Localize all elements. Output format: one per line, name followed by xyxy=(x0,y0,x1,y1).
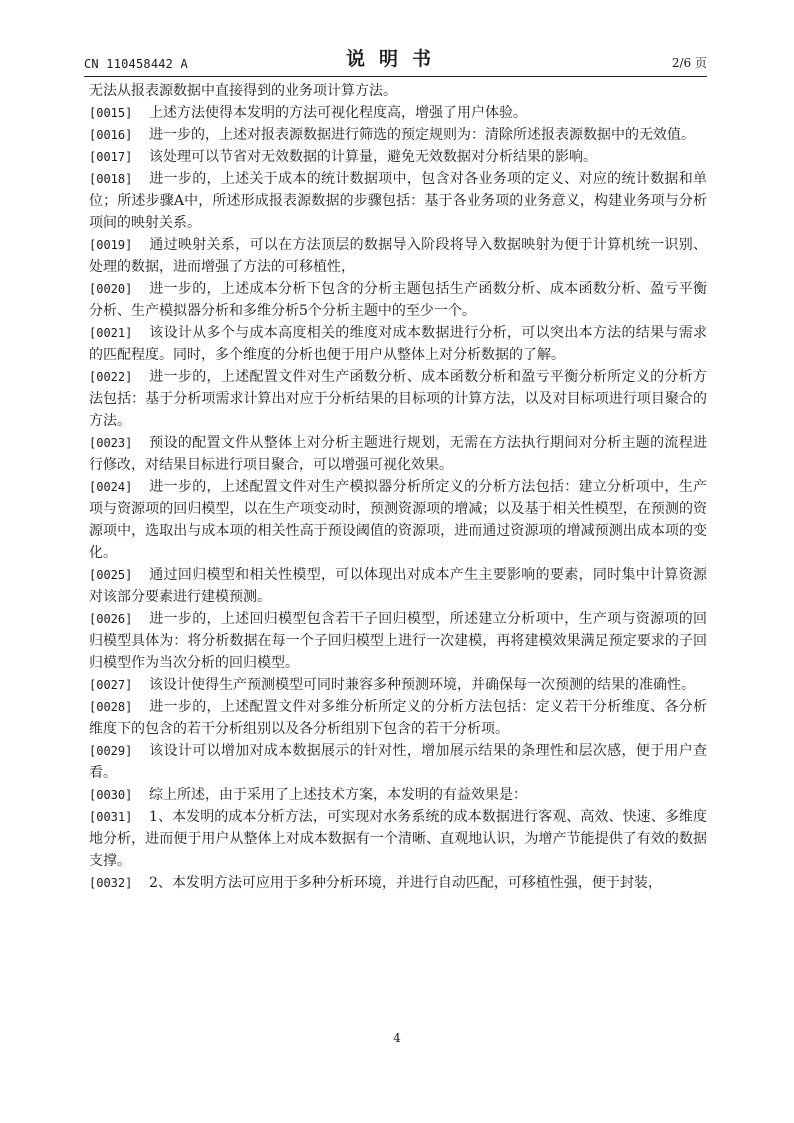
paragraph xyxy=(89,124,707,146)
paragraph-text: 进一步的，上述成本分析下包含的分析主题包括生产函数分析、成本函数分析、盈亏平衡分析、生产模拟器分析和多维分析5个分析主题中的至少一个。 xyxy=(89,281,707,319)
paragraph xyxy=(89,696,707,740)
paragraph-text: 上述方法使得本发明的方法可视化程度高，增强了用户体验。 xyxy=(149,105,527,121)
paragraph-number: [0015] xyxy=(89,106,133,120)
paragraph-text: 综上所述，由于采用了上述技术方案，本发明的有益效果是： xyxy=(149,787,527,803)
paragraph xyxy=(89,234,707,278)
paragraph-number: [0023] xyxy=(89,436,133,450)
page-count: 2/6 页 xyxy=(671,56,707,70)
paragraph-text: 1、本发明的成本分析方法，可实现对水务系统的成本数据进行客观、高效、快速、多维度地分析，进而便于用户从整体上对成本数据有一个清晰、直观地认识，为增产节能提供了有效的数据支撑。 xyxy=(89,809,707,869)
paragraph-number: [0028] xyxy=(89,700,133,714)
paragraph xyxy=(89,806,707,872)
paragraph-text: 无法从报表源数据中直接得到的业务项计算方法。 xyxy=(89,83,397,99)
paragraph-text: 该处理可以节省对无效数据的计算量，避免无效数据对分析结果的影响。 xyxy=(149,149,597,165)
paragraph xyxy=(89,366,707,432)
paragraph-number: [0021] xyxy=(89,326,133,340)
paragraph-text: 进一步的，上述对报表源数据进行筛选的预定规则为：清除所述报表源数据中的无效值。 xyxy=(149,127,695,143)
document-title: 说明书 xyxy=(345,48,445,70)
paragraph-text: 进一步的，上述回归模型包含若干子回归模型，所述建立分析项中，生产项与资源项的回归模型具体为：将分析数据在每一个子回归模型上进行一次建模，再将建模效果满足预定要求的子回归模型作为当次分析的回归模型。 xyxy=(89,611,707,671)
paragraph xyxy=(89,564,707,608)
paragraph xyxy=(89,80,707,102)
paragraph-number: [0024] xyxy=(89,480,133,494)
page-header xyxy=(84,42,707,77)
paragraph-text: 通过映射关系，可以在方法顶层的数据导入阶段将导入数据映射为便于计算机统一识别、处理的数据，进而增强了方法的可移植性， xyxy=(89,237,707,275)
paragraph xyxy=(89,168,707,234)
paragraph-number: [0031] xyxy=(89,810,133,824)
paragraph-number: [0018] xyxy=(89,172,133,186)
paragraph-text: 该设计从多个与成本高度相关的维度对成本数据进行分析，可以突出本方法的结果与需求的匹配程度。同时，多个维度的分析也便于用户从整体上对分析数据的了解。 xyxy=(89,325,707,363)
paragraph-text: 进一步的，上述配置文件对多维分析所定义的分析方法包括：定义若干分析维度、各分析维度下的包含的若干分析组别以及各分析组别下包含的若干分析项。 xyxy=(89,699,707,737)
paragraph-number: [0026] xyxy=(89,612,133,626)
publication-number: CN 110458442 A xyxy=(84,57,188,71)
paragraph-text: 进一步的，上述关于成本的统计数据项中，包含对各业务项的定义、对应的统计数据和单位；所述步骤A中，所述形成报表源数据的步骤包括：基于各业务项的业务意义，构建业务项与分析项间的映射关系。 xyxy=(89,171,707,231)
paragraph-number: [0025] xyxy=(89,568,133,582)
paragraph xyxy=(89,872,707,894)
paragraph-text: 该设计可以增加对成本数据展示的针对性，增加展示结果的条理性和层次感，便于用户查看。 xyxy=(89,743,707,781)
paragraph-number: [0030] xyxy=(89,788,133,802)
paragraph-text: 该设计使得生产预测模型可同时兼容多种预测环境，并确保每一次预测的结果的准确性。 xyxy=(149,677,695,693)
paragraph xyxy=(89,476,707,564)
paragraph-number: [0029] xyxy=(89,744,133,758)
description-body xyxy=(89,80,707,894)
page-number: 4 xyxy=(393,1031,401,1045)
paragraph xyxy=(89,608,707,674)
paragraph xyxy=(89,146,707,168)
paragraph-number: [0027] xyxy=(89,678,133,692)
paragraph xyxy=(89,784,707,806)
paragraph-number: [0020] xyxy=(89,282,133,296)
paragraph-number: [0032] xyxy=(89,876,133,890)
paragraph-text: 通过回归模型和相关性模型，可以体现出对成本产生主要影响的要素，同时集中计算资源对该部分要素进行建模预测。 xyxy=(89,567,707,605)
paragraph-text: 进一步的，上述配置文件对生产模拟器分析所定义的分析方法包括：建立分析项中，生产项与资源项的回归模型，以在生产项变动时，预测资源项的增减；以及基于相关性模型，在预测的资源项中，选取出与成本项的相关性高于预设阈值的资源项，进而通过资源项的增减预测出成本项的变化。 xyxy=(89,479,707,561)
paragraph-text: 预设的配置文件从整体上对分析主题进行规划，无需在方法执行期间对分析主题的流程进行修改，对结果目标进行项目聚合，可以增强可视化效果。 xyxy=(89,435,707,473)
paragraph-number: [0019] xyxy=(89,238,133,252)
paragraph-number: [0016] xyxy=(89,128,133,142)
paragraph-text: 2、本发明方法可应用于多种分析环境，并进行自动匹配，可移植性强，便于封装， xyxy=(149,875,662,891)
paragraph-number: [0022] xyxy=(89,370,133,384)
paragraph xyxy=(89,674,707,696)
paragraph xyxy=(89,102,707,124)
paragraph xyxy=(89,278,707,322)
paragraph xyxy=(89,740,707,784)
paragraph-text: 进一步的，上述配置文件对生产函数分析、成本函数分析和盈亏平衡分析所定义的分析方法包括：基于分析项需求计算出对应于分析结果的目标项的计算方法，以及对目标项进行项目聚合的方法。 xyxy=(89,369,707,429)
paragraph-number: [0017] xyxy=(89,150,133,164)
paragraph xyxy=(89,322,707,366)
paragraph xyxy=(89,432,707,476)
